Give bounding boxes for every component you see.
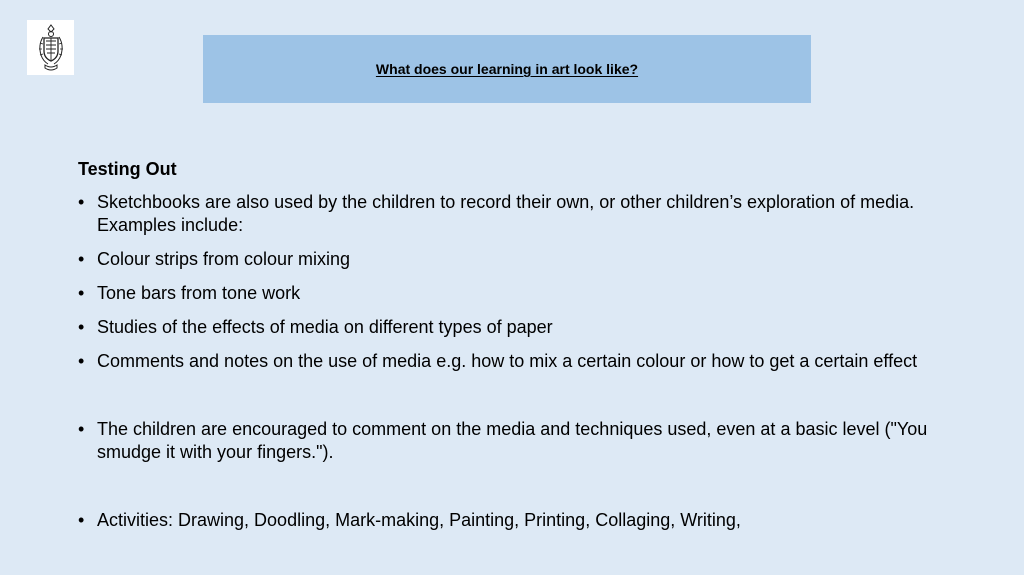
crest-logo-icon	[36, 23, 66, 73]
title-banner	[203, 35, 811, 103]
bullet-studies: • Studies of the effects of media on different types of paper	[78, 316, 958, 339]
bullet-encouraged: • The children are encouraged to comment on the media and techniques used, even at a basic level ("You smudge it with your fingers.").	[78, 418, 958, 464]
section-heading: Testing Out	[78, 159, 177, 179]
bullet-comments-notes: • Comments and notes on the use of media e.g. how to mix a certain colour or how to get a certain effect	[78, 350, 958, 373]
bullet-colour-strips: • Colour strips from colour mixing	[78, 248, 958, 271]
content-body	[78, 157, 958, 532]
bullet-activities: • Activities: Drawing, Doodling, Mark-making, Painting, Printing, Collaging, Writing,	[78, 509, 958, 532]
bullet-tone-bars: • Tone bars from tone work	[78, 282, 958, 305]
school-logo	[27, 20, 74, 75]
bullet-sketchbooks: • Sketchbooks are also used by the children to record their own, or other children’s exploration of media. Examples include:	[78, 191, 958, 237]
page-title: What does our learning in art look like?	[375, 61, 639, 77]
